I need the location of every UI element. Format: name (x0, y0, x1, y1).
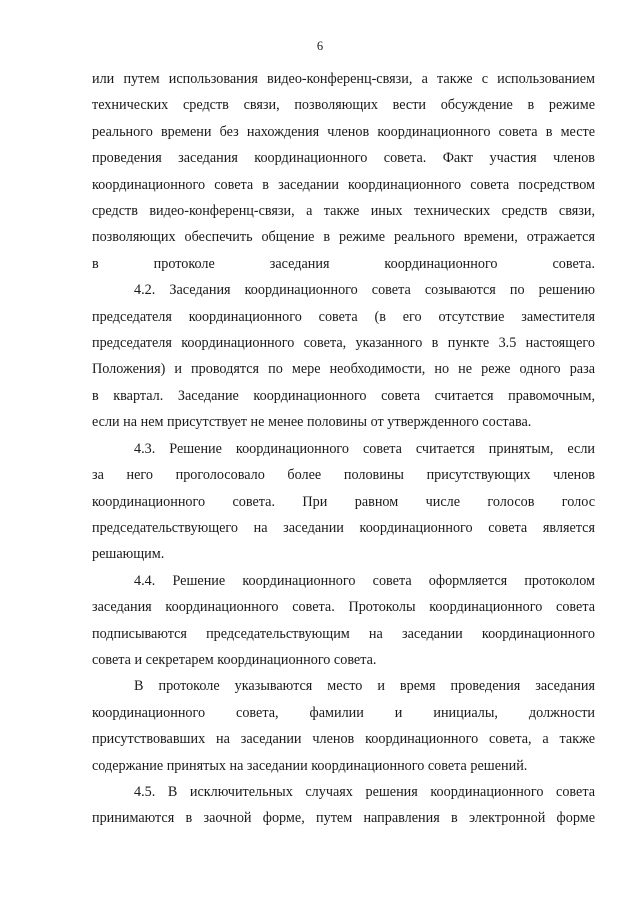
text-line: председательствующего на заседании координационного совета является (92, 519, 595, 536)
text-line: 4.2. Заседания координационного совета созываются по решению (134, 282, 595, 299)
text-line: в протоколе заседания координационного совета. (92, 255, 595, 272)
text-line: координационного совета, фамилии и инициалы, должности (92, 704, 595, 721)
text-line: координационного совета. При равном числе голосов голос (92, 493, 595, 510)
text-line: за него проголосовало более половины присутствующих членов (92, 467, 595, 484)
text-line: средств видео-конференц-связи, а также иных технических средств связи, (92, 203, 595, 220)
paragraph (92, 673, 595, 779)
text-line: содержание принятых на заседании координационного совета решений. (92, 757, 528, 774)
text-line: технических средств связи, позволяющих вести обсуждение в режиме (92, 97, 595, 114)
text-line: проведения заседания координационного совета. Факт участия членов (92, 150, 595, 167)
text-line: присутствовавших на заседании членов координационного совета, а также (92, 731, 595, 748)
text-line: или путем использования видео-конференц-связи, а также с использованием (92, 71, 595, 87)
text-line: принимаются в заочной форме, путем направления в электронной форме (92, 810, 595, 827)
paragraph (92, 568, 595, 674)
paragraph (92, 277, 595, 435)
text-line: Положения) и проводятся по мере необходимости, но не реже одного раза (92, 361, 595, 378)
text-line: 4.5. В исключительных случаях решения координационного совета (134, 783, 595, 800)
text-line: решающим. (92, 546, 165, 563)
paragraph (92, 779, 595, 832)
text-line: заседания координационного совета. Протоколы координационного совета (92, 599, 595, 616)
text-line: председателя координационного совета (в его отсутствие заместителя (92, 308, 595, 325)
text-line: в квартал. Заседание координационного совета считается правомочным, (92, 387, 595, 404)
paragraph (92, 66, 595, 277)
text-line: координационного совета в заседании координационного совета посредством (92, 176, 595, 193)
text-line: В протоколе указываются место и время проведения заседания (134, 678, 595, 695)
text-line: председателя координационного совета, указанного в пункте 3.5 настоящего (92, 335, 595, 352)
text-line: если на нем присутствует не менее половины от утвержденного состава. (92, 414, 532, 431)
text-line: совета и секретарем координационного совета. (92, 651, 377, 668)
text-line: 4.3. Решение координационного совета считается принятым, если (134, 440, 595, 457)
text-line: 4.4. Решение координационного совета оформляется протоколом (134, 572, 595, 589)
paragraph (92, 436, 595, 568)
text-line: подписываются председательствующим на заседании координационного (92, 625, 595, 642)
page-number: 6 (316, 39, 324, 53)
text-line: реального времени без нахождения членов координационного совета в месте (92, 123, 595, 140)
document-body (92, 66, 595, 832)
text-line: позволяющих обеспечить общение в режиме реального времени, отражается (92, 229, 595, 246)
